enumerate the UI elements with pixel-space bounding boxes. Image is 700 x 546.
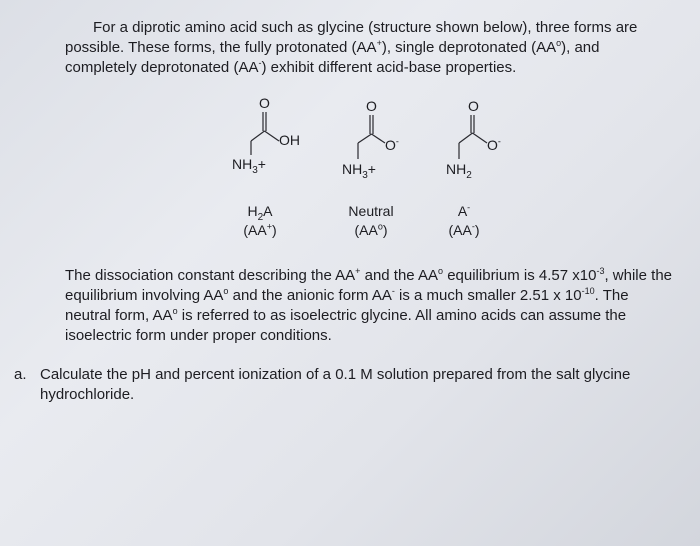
- question-a-marker: a.: [14, 366, 27, 383]
- structure-2-carboxylate-o: O-: [385, 136, 399, 153]
- intro-text-2: ), single deprotonated (AA: [381, 39, 557, 56]
- intro-text-1: For a diprotic amino acid such as glycine (structure shown below), three forms are possible. These forms, the fully protonated (AA: [65, 19, 638, 56]
- structure-3-carboxylate-o: O-: [487, 136, 501, 153]
- form-name-h2a: $H_2A$: [247, 203, 273, 223]
- intro-text-3: ), and completely deprotonated (AA: [65, 39, 600, 76]
- bond-c-o-2: [372, 134, 386, 143]
- form-label-protonated: [220, 202, 300, 240]
- bond-c-o-3: [473, 133, 488, 143]
- form-code-aa-plus: (AA+): [243, 221, 277, 238]
- structure-1-oh: OH: [279, 132, 300, 148]
- bond-c-oh-1: [265, 131, 280, 141]
- form-label-neutral: [331, 202, 411, 240]
- structure-3-carbonyl-o: O: [468, 98, 479, 114]
- form-code-aa-minus: (AA-): [448, 221, 480, 238]
- dissociation-paragraph: The dissociation constant describing the AA+ and the $AA^o$ equilibrium is 4.57 $x10^{-3}$, while the equilibrium involving $AA^o$ and the anionic form AA- is a much smaller 2.51 x $10^{-10}$. The neutral form, $AA^o$ is referred to as isoelectric glycine. All amino acids can assume the isoelectric form under proper conditions.: [65, 266, 673, 344]
- bond-c-ca-2: [358, 134, 372, 143]
- form-name-neutral: Neutral: [348, 203, 394, 219]
- structure-2-carbonyl-o: O: [366, 98, 377, 114]
- charge-plus: +: [376, 38, 382, 48]
- form-label-anionic: [424, 202, 504, 240]
- charge-minus: -: [258, 58, 262, 68]
- question-a: [14, 365, 650, 405]
- question-a-text: Calculate the pH and percent ionization of a 0.1 M solution prepared from the salt glycine hydrochloride.: [40, 366, 631, 403]
- form-name-a-minus: A-: [457, 202, 471, 219]
- bond-c-ca-1: [251, 131, 265, 141]
- structure-1-amine: $NH_3+$: [232, 156, 266, 176]
- structure-2-amine: $NH_3+$: [342, 161, 376, 181]
- bond-c-ca-3: [459, 133, 473, 143]
- structure-1-carbonyl-o: O: [259, 95, 270, 111]
- form-code-aa-neutral: $(AA^o)$: [354, 221, 388, 238]
- charge-neutral: o: [556, 38, 562, 48]
- intro-text-4: ) exhibit different acid-base properties.: [261, 59, 517, 76]
- structure-3-amine: $NH_2$: [446, 161, 472, 181]
